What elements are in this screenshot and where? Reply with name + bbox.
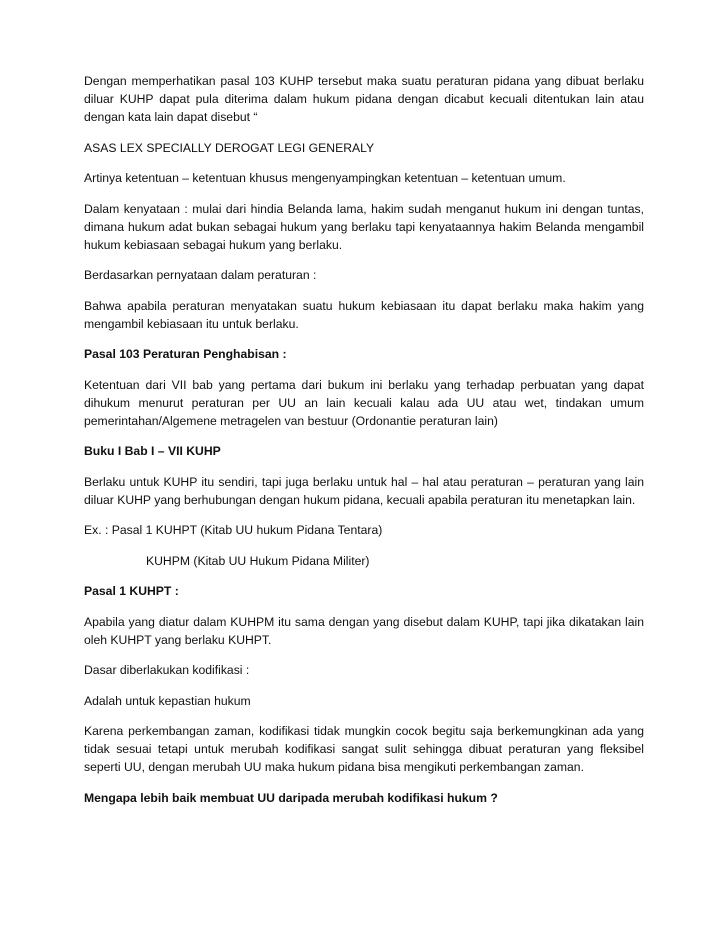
paragraph: Dasar diberlakukan kodifikasi : [84,663,250,677]
paragraph: Bahwa apabila peraturan menyatakan suatu hukum kebiasaan itu dapat berlaku maka hakim yang mengambil kebiasaan itu untuk berlaku. [84,298,644,331]
paragraph: Ketentuan dari VII bab yang pertama dari bukum ini berlaku yang terhadap perbuatan yang dapat dihukum menurut peraturan per UU an lain kecuali kalau ada UU atau wet, tindakan umum pemerintahan/Algemene metragelen van bestuur (Ordonantie peraturan lain) [84,377,644,428]
paragraph: Dengan memperhatikan pasal 103 KUHP tersebut maka suatu peraturan pidana yang dibuat berlaku diluar KUHP dapat pula diterima dalam hukum pidana dengan dicabut kecuali ditentukan lain atau dengan kata lain dapat disebut “ [84,74,644,124]
document-page [84,72,644,819]
section-heading: Pasal 1 KUHPT : [84,584,179,598]
paragraph: Apabila yang diatur dalam KUHPM itu sama dengan yang disebut dalam KUHP, tapi jika dikatakan lain oleh KUHPT yang berlaku KUHPT. [84,614,644,647]
paragraph: Berdasarkan pernyataan dalam peraturan : [84,268,317,282]
paragraph: Karena perkembangan zaman, kodifikasi tidak mungkin cocok begitu saja berkemungkinan ada yang tidak sesuai tetapi untuk merubah kodifikasi sangat sulit sehingga dibuat peraturan yang fleksibel seperti UU, dengan merubah UU maka hukum pidana bisa mengikuti perkembangan zaman. [84,724,644,774]
paragraph: Ex. : Pasal 1 KUHPT (Kitab UU hukum Pidana Tentara) [84,523,383,537]
section-heading: Pasal 103 Peraturan Penghabisan : [84,347,287,361]
paragraph: Adalah untuk kepastian hukum [84,693,251,708]
paragraph: Artinya ketentuan – ketentuan khusus mengenyampingkan ketentuan – ketentuan umum. [84,171,566,185]
paragraph: Berlaku untuk KUHP itu sendiri, tapi juga berlaku untuk hal – hal atau peraturan – peraturan yang lain diluar KUHP yang berhubungan dengan hukum pidana, kecuali apabila peraturan itu menetapkan lain. [84,474,644,507]
section-heading: Buku I Bab I – VII KUHP [84,444,221,458]
paragraph: Dalam kenyataan : mulai dari hindia Belanda lama, hakim sudah menganut hukum ini dengan tuntas, dimana hukum adat bukan sebagai hukum yang berlaku tapi kenyataannya hakim Belanda mengambil hukum kebiasaan sebagai hukum yang berlaku. [84,201,644,252]
paragraph: ASAS LEX SPECIALLY DEROGAT LEGI GENERALY [84,140,375,155]
section-heading: Mengapa lebih baik membuat UU daripada merubah kodifikasi hukum ? [84,790,498,805]
indented-paragraph: KUHPM (Kitab UU Hukum Pidana Militer) [146,553,370,568]
